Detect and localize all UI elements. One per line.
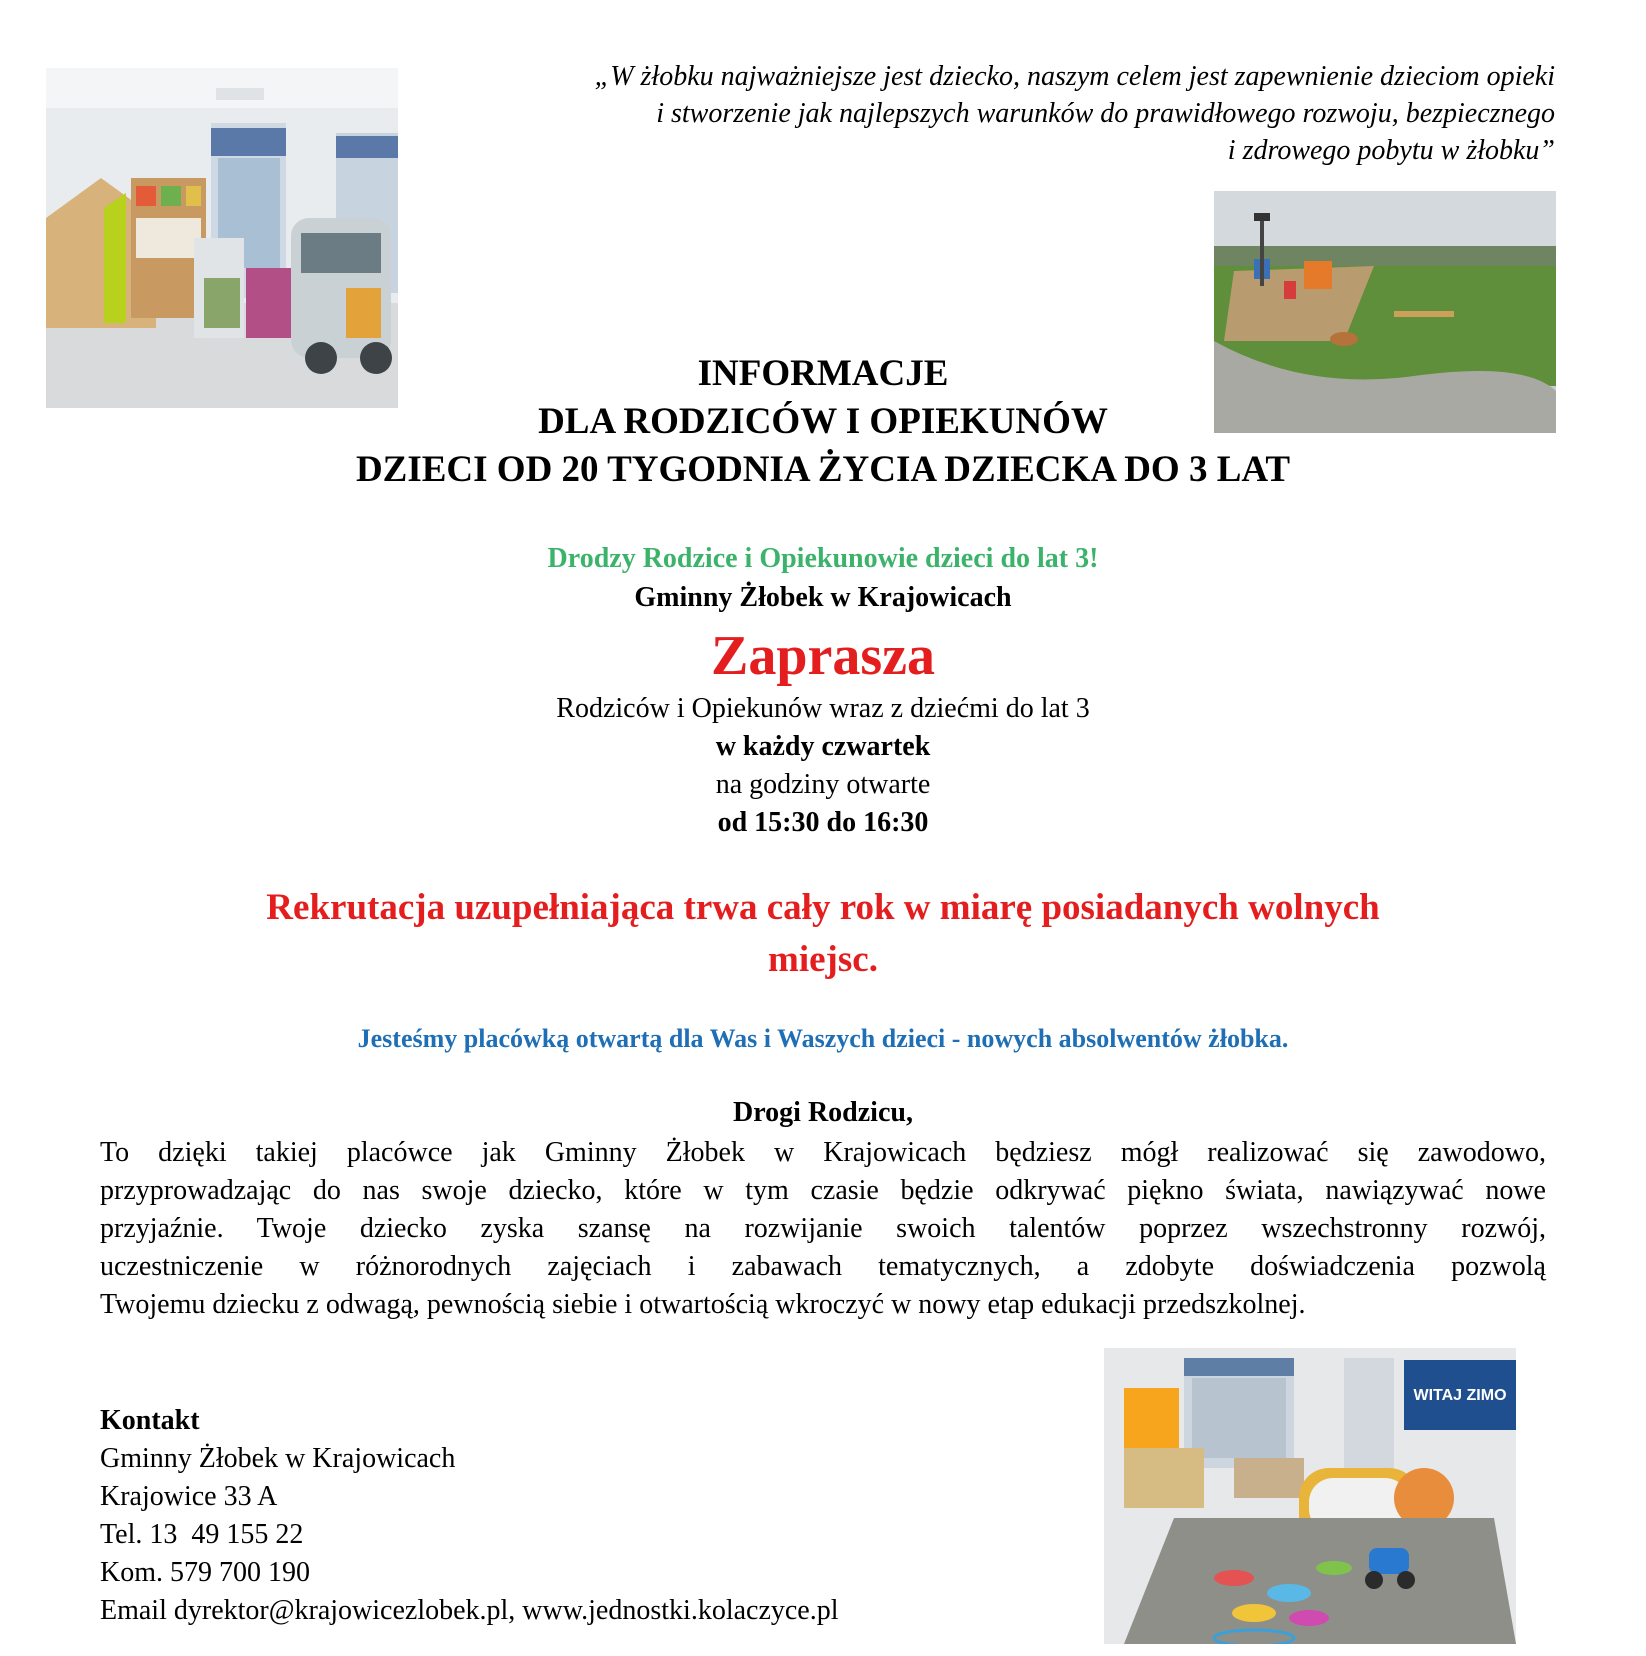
invite-hours: od 15:30 do 16:30 bbox=[717, 807, 929, 838]
open-note: Jesteśmy placówką otwartą dla Was i Waszych dzieci - nowych absolwentów żłobka. bbox=[357, 1024, 1289, 1053]
institution-name: Gminny Żłobek w Krajowicach bbox=[634, 582, 1012, 613]
quote-line: i zdrowego pobytu w żłobku” bbox=[1227, 135, 1555, 166]
recruitment-line: Rekrutacja uzupełniająca trwa cały rok w miarę posiadanych wolnych bbox=[266, 887, 1380, 928]
contact-address: Krajowice 33 A bbox=[100, 1481, 278, 1512]
greeting: Drodzy Rodzice i Opiekunowie dzieci do lat 3! bbox=[547, 543, 1099, 574]
contact-name: Gminny Żłobek w Krajowicach bbox=[100, 1443, 456, 1474]
invite-day: w każdy czwartek bbox=[715, 731, 931, 762]
title-line: INFORMACJE bbox=[697, 353, 949, 394]
page-title bbox=[0, 350, 1646, 494]
letter-body bbox=[100, 1134, 1546, 1324]
letter-line: uczestniczenie w różnorodnych zajęciach i zabawach tematycznych, a zdobyte doświadczenia pozwolą bbox=[100, 1251, 1546, 1282]
sign-text: WITAJ ZIMO bbox=[1413, 1387, 1507, 1404]
letter-line: To dzięki takiej placówce jak Gminny Żłobek w Krajowicach będziesz mógł realizować się zawodowo, bbox=[100, 1137, 1546, 1168]
contact-mobile: Kom. 579 700 190 bbox=[100, 1557, 310, 1588]
title-line: DLA RODZICÓW I OPIEKUNÓW bbox=[538, 401, 1108, 442]
invite-heading: Zaprasza bbox=[711, 625, 935, 687]
quote-line: i stworzenie jak najlepszych warunków do prawidłowego rozwoju, bezpiecznego bbox=[656, 98, 1555, 129]
letter-salutation: Drogi Rodzicu, bbox=[733, 1097, 913, 1128]
mission-quote bbox=[380, 58, 1555, 169]
invite-line: Rodziców i Opiekunów wraz z dziećmi do lat 3 bbox=[556, 693, 1090, 724]
contact-email: Email dyrektor@krajowicezlobek.pl, www.jednostki.kolaczyce.pl bbox=[100, 1595, 839, 1626]
contact-phone: Tel. 13 49 155 22 bbox=[100, 1519, 304, 1550]
recruitment-notice bbox=[120, 882, 1526, 986]
invite-line: na godziny otwarte bbox=[715, 769, 931, 800]
recruitment-line: miejsc. bbox=[768, 939, 878, 980]
quote-line: „W żłobku najważniejsze jest dziecko, naszym celem jest zapewnienie dzieciom opieki bbox=[594, 61, 1555, 92]
contact-block bbox=[100, 1402, 839, 1630]
nursery-room-photo bbox=[1104, 1348, 1516, 1644]
letter-line: przyjaźnie. Twoje dziecko zyska szansę na rozwijanie swoich talentów poprzez wszechstronny rozwój, bbox=[100, 1213, 1546, 1244]
letter-line: przyprowadzając do nas swoje dziecko, które w tym czasie będzie odkrywać piękno świata, nawiązywać nowe bbox=[100, 1175, 1546, 1206]
contact-heading: Kontakt bbox=[100, 1405, 200, 1436]
letter-line: Twojemu dziecku z odwagą, pewnością siebie i otwartością wkroczyć w nowy etap edukacji przedszkolnej. bbox=[100, 1289, 1306, 1320]
title-line: DZIECI OD 20 TYGODNIA ŻYCIA DZIECKA DO 3 LAT bbox=[355, 449, 1291, 490]
